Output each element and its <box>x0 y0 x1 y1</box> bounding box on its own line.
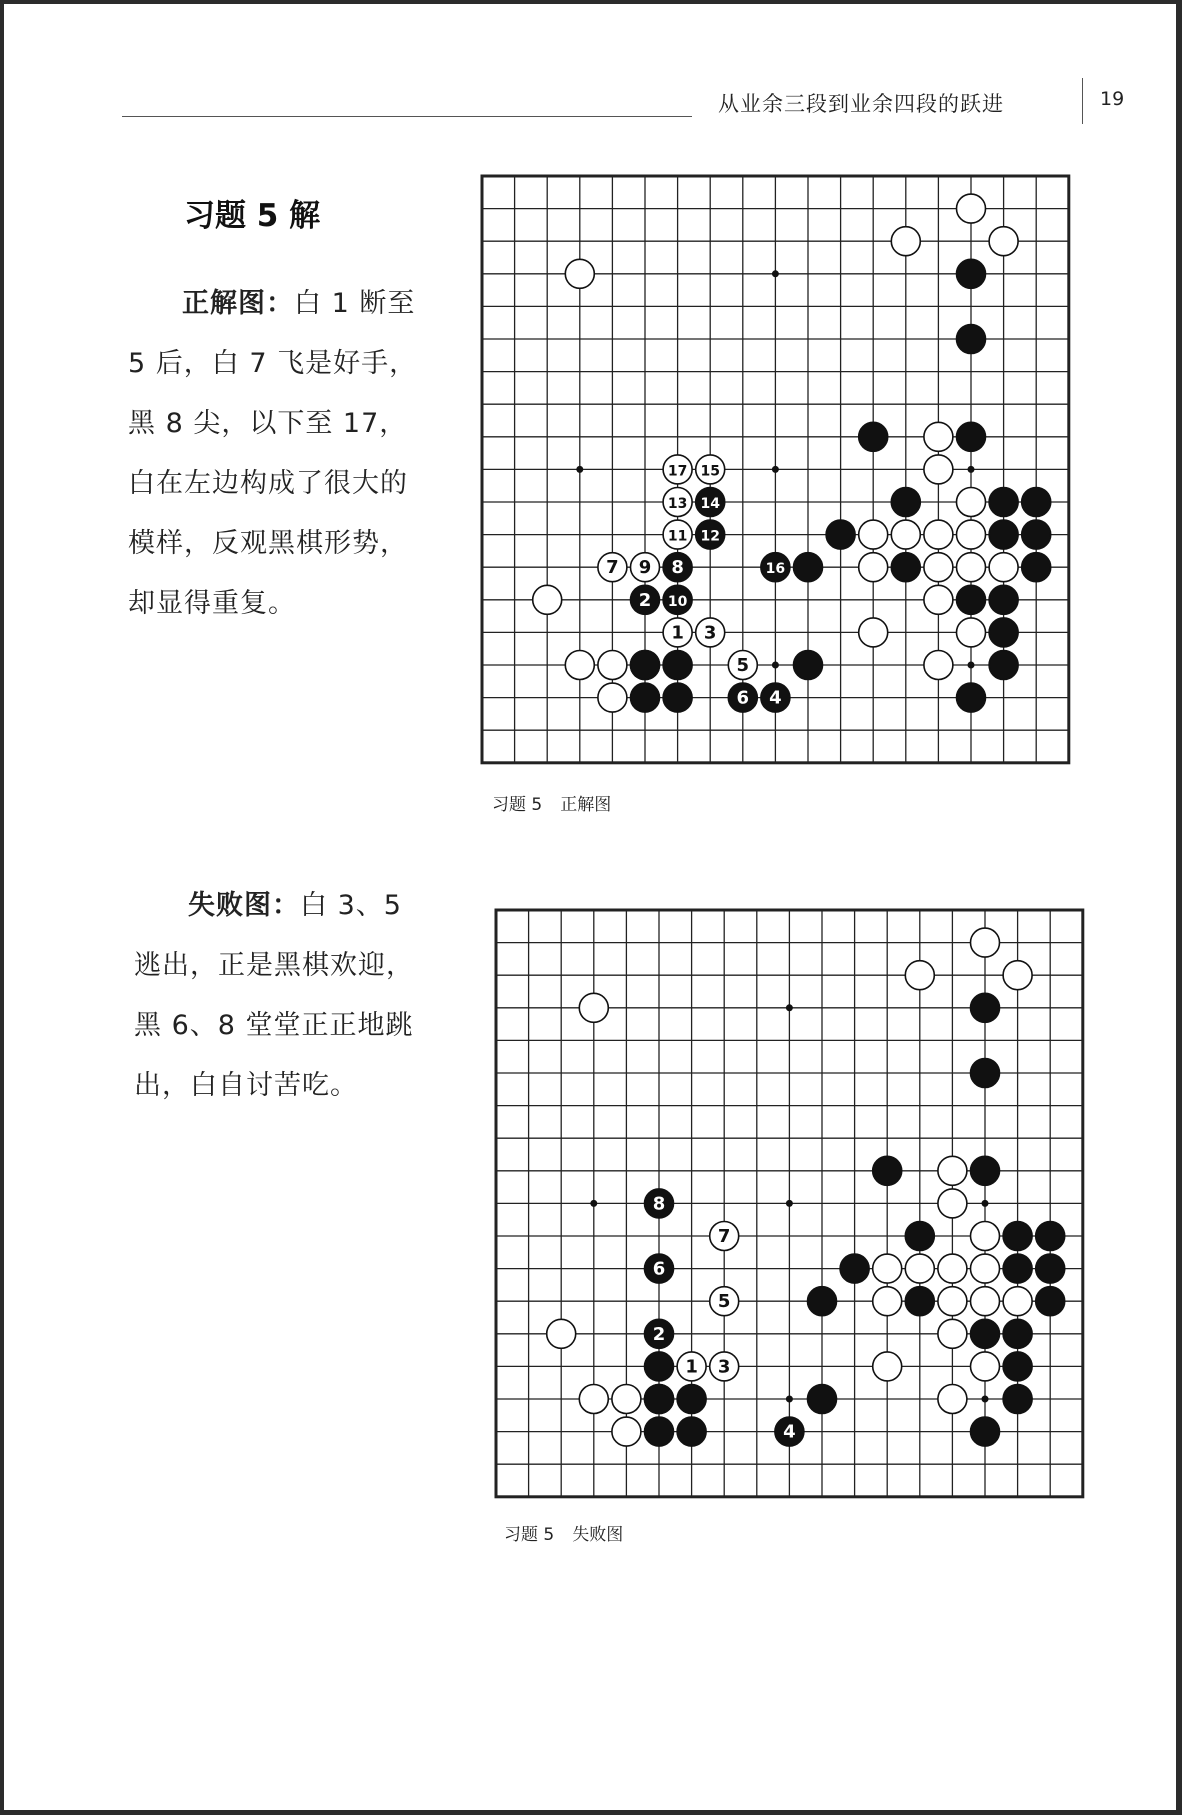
white-stone <box>989 227 1018 256</box>
black-stone <box>1036 1222 1065 1251</box>
black-stone <box>808 1287 837 1316</box>
header-separator <box>1082 78 1083 124</box>
black-stone <box>631 585 660 614</box>
move-number: 1 <box>671 622 684 644</box>
page-number: 19 <box>1100 88 1125 110</box>
black-stone <box>957 585 986 614</box>
white-stone <box>696 618 725 647</box>
white-stone <box>905 961 934 990</box>
move-number: 1 <box>685 1356 698 1378</box>
running-head: 从业余三段到业余四段的跃进 <box>718 92 1004 116</box>
move-number: 8 <box>652 1193 666 1215</box>
black-stone <box>1003 1254 1032 1283</box>
move-number: 2 <box>652 1323 666 1345</box>
black-stone <box>663 651 692 680</box>
white-stone <box>905 1254 934 1283</box>
white-stone <box>957 618 986 647</box>
move-number: 7 <box>606 557 619 579</box>
white-stone <box>859 553 888 582</box>
solution-lead: 正解图： <box>182 288 294 319</box>
white-stone <box>938 1156 967 1185</box>
black-stone <box>1003 1319 1032 1348</box>
hoshi-point <box>968 466 975 473</box>
black-stone <box>826 520 855 549</box>
move-number: 13 <box>667 496 688 512</box>
white-stone <box>957 553 986 582</box>
move-number: 15 <box>700 463 720 480</box>
move-number: 11 <box>667 528 688 545</box>
failure-lead: 失败图： <box>188 890 300 921</box>
white-stone <box>924 422 953 451</box>
black-stone <box>1022 553 1051 582</box>
black-stone <box>761 683 790 712</box>
white-stone <box>989 553 1018 582</box>
white-stone <box>891 520 920 549</box>
caption-label: 正解图 <box>560 795 612 815</box>
white-stone <box>696 455 725 484</box>
black-stone <box>989 618 1018 647</box>
black-stone <box>728 683 757 712</box>
black-stone <box>989 585 1018 614</box>
black-stone <box>971 1059 1000 1088</box>
move-number: 6 <box>736 687 750 709</box>
white-stone <box>938 1385 967 1414</box>
hoshi-point <box>968 662 975 669</box>
white-stone <box>565 651 594 680</box>
black-stone <box>989 488 1018 517</box>
move-number: 6 <box>652 1258 666 1280</box>
move-number: 4 <box>783 1421 796 1443</box>
black-stone <box>794 553 823 582</box>
move-number: 3 <box>717 1356 731 1378</box>
move-number: 7 <box>717 1226 731 1247</box>
move-number: 14 <box>700 496 720 512</box>
black-stone <box>663 553 692 582</box>
white-stone <box>710 1287 739 1316</box>
white-stone <box>957 488 986 517</box>
black-stone <box>1022 520 1051 549</box>
white-stone <box>612 1417 641 1446</box>
black-stone <box>957 259 986 288</box>
black-stone <box>761 553 790 582</box>
black-stone <box>631 651 660 680</box>
white-stone <box>957 520 986 549</box>
hoshi-point <box>772 270 779 277</box>
caption-label: 失败图 <box>572 1525 624 1545</box>
book-page <box>4 4 1176 1810</box>
black-stone <box>1036 1254 1065 1283</box>
section-title: 习题 5 解 <box>184 198 321 234</box>
black-stone <box>645 1352 674 1381</box>
black-stone <box>891 488 920 517</box>
white-stone <box>873 1352 902 1381</box>
black-stone <box>957 325 986 354</box>
black-stone <box>989 651 1018 680</box>
white-stone <box>533 585 562 614</box>
white-stone <box>728 651 757 680</box>
white-stone <box>971 1287 1000 1316</box>
black-stone <box>677 1417 706 1446</box>
white-stone <box>924 585 953 614</box>
black-stone <box>957 422 986 451</box>
hoshi-point <box>982 1396 989 1403</box>
hoshi-point <box>590 1200 597 1207</box>
white-stone <box>598 683 627 712</box>
white-stone <box>938 1319 967 1348</box>
go-board-failure <box>496 910 1086 1494</box>
white-stone <box>924 651 953 680</box>
black-stone <box>696 488 725 517</box>
white-stone <box>859 520 888 549</box>
white-stone <box>663 618 692 647</box>
failure-text: 白 3、5 逃出，正是黑棋欢迎，黑 6、8 堂堂正正地跳出，白自讨苦吃。 <box>134 890 414 1101</box>
move-number: 3 <box>703 622 717 644</box>
white-stone <box>938 1287 967 1316</box>
white-stone <box>663 520 692 549</box>
move-number: 8 <box>671 557 684 579</box>
white-stone <box>565 259 594 288</box>
caption-solution <box>492 790 611 815</box>
black-stone <box>645 1189 674 1218</box>
white-stone <box>663 455 692 484</box>
black-stone <box>971 1156 1000 1185</box>
hoshi-point <box>786 1396 793 1403</box>
hoshi-point <box>772 466 779 473</box>
black-stone <box>645 1417 674 1446</box>
move-number: 4 <box>769 687 782 709</box>
black-stone <box>1036 1287 1065 1316</box>
white-stone <box>971 1352 1000 1381</box>
white-stone <box>873 1287 902 1316</box>
white-stone <box>971 1254 1000 1283</box>
black-stone <box>1003 1352 1032 1381</box>
hoshi-point <box>772 662 779 669</box>
black-stone <box>645 1319 674 1348</box>
black-stone <box>971 993 1000 1022</box>
black-stone <box>971 1417 1000 1446</box>
header-rule <box>122 116 692 117</box>
black-stone <box>1003 1222 1032 1251</box>
white-stone <box>938 1254 967 1283</box>
white-stone <box>631 553 660 582</box>
black-stone <box>696 520 725 549</box>
black-stone <box>1003 1385 1032 1414</box>
black-stone <box>645 1385 674 1414</box>
black-stone <box>971 1319 1000 1348</box>
black-stone <box>677 1385 706 1414</box>
move-number: 5 <box>736 655 750 676</box>
white-stone <box>710 1352 739 1381</box>
white-stone <box>1003 1287 1032 1316</box>
white-stone <box>891 227 920 256</box>
black-stone <box>989 520 1018 549</box>
black-stone <box>808 1385 837 1414</box>
white-stone <box>710 1222 739 1251</box>
move-number: 16 <box>765 561 786 578</box>
black-stone <box>794 651 823 680</box>
solution-text: 白 1 断至 5 后，白 7 飞是好手，黑 8 尖，以下至 17，白在左边构成了很大的模样，反观黑棋形势，却显得重复。 <box>128 288 418 619</box>
black-stone <box>775 1417 804 1446</box>
caption-failure <box>504 1520 623 1545</box>
go-board-solution <box>482 176 1072 760</box>
black-stone <box>1022 488 1051 517</box>
white-stone <box>859 618 888 647</box>
solution-paragraph <box>128 274 428 634</box>
white-stone <box>957 194 986 223</box>
failure-paragraph <box>134 876 434 1116</box>
white-stone <box>598 651 627 680</box>
white-stone <box>598 553 627 582</box>
black-stone <box>873 1156 902 1185</box>
white-stone <box>677 1352 706 1381</box>
move-number: 5 <box>717 1291 731 1313</box>
black-stone <box>859 422 888 451</box>
black-stone <box>905 1222 934 1251</box>
white-stone <box>971 1222 1000 1251</box>
hoshi-point <box>576 466 583 473</box>
hoshi-point <box>786 1200 793 1207</box>
caption-problem: 习题 5 <box>492 795 543 815</box>
white-stone <box>579 1385 608 1414</box>
black-stone <box>663 683 692 712</box>
white-stone <box>579 993 608 1022</box>
white-stone <box>547 1319 576 1348</box>
black-stone <box>631 683 660 712</box>
white-stone <box>663 488 692 517</box>
white-stone <box>924 553 953 582</box>
black-stone <box>663 585 692 614</box>
white-stone <box>612 1385 641 1414</box>
white-stone <box>938 1189 967 1218</box>
move-number: 2 <box>638 589 652 611</box>
white-stone <box>971 928 1000 957</box>
caption-problem: 习题 5 <box>504 1525 555 1545</box>
white-stone <box>924 455 953 484</box>
black-stone <box>957 683 986 712</box>
black-stone <box>891 553 920 582</box>
move-number: 17 <box>667 463 688 480</box>
hoshi-point <box>786 1004 793 1011</box>
move-number: 10 <box>667 593 688 610</box>
white-stone <box>1003 961 1032 990</box>
black-stone <box>905 1287 934 1316</box>
move-number: 9 <box>638 557 652 579</box>
white-stone <box>924 520 953 549</box>
move-number: 12 <box>700 528 720 545</box>
black-stone <box>645 1254 674 1283</box>
hoshi-point <box>982 1200 989 1207</box>
black-stone <box>840 1254 869 1283</box>
white-stone <box>873 1254 902 1283</box>
